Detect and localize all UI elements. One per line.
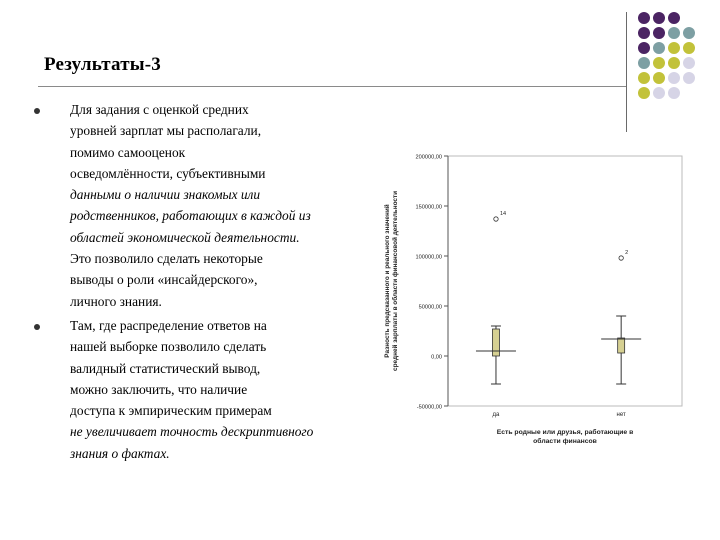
decor-dot [668, 12, 680, 24]
y-axis-label-line: Разность предсказанного и реального значений [384, 204, 391, 358]
y-axis-label-line: средней зарплаты в области финансовой деятельности [392, 191, 399, 371]
bullet-line: знания о фактах. [70, 445, 170, 461]
decor-dot [668, 27, 680, 39]
bullet-item-1 [32, 99, 352, 312]
y-tick-label: 200000,00 [415, 154, 442, 161]
decor-dot [638, 72, 650, 84]
bullet-line: помимо самооценок [70, 144, 186, 160]
y-axis-label [383, 191, 399, 371]
y-tick-label: 0,00 [431, 354, 442, 361]
box-iqr [492, 329, 499, 356]
decor-dot [653, 42, 665, 54]
decor-dot [668, 87, 680, 99]
decor-dot [653, 87, 665, 99]
plot-frame [448, 156, 682, 406]
outlier-point [494, 217, 498, 221]
outlier-label: 14 [499, 211, 507, 217]
decor-dot [653, 12, 665, 24]
y-tick-label: -50000,00 [416, 404, 442, 411]
bullet-line: Там, где распределение ответов на [70, 317, 267, 333]
bullet-marker [34, 108, 40, 114]
decor-dot [668, 57, 680, 69]
outlier-label: 2 [625, 250, 629, 256]
bullet-line: Для задания с оценкой средних [70, 102, 249, 117]
decor-dot [653, 57, 665, 69]
decor-dot [638, 42, 650, 54]
bullet-line: данными о наличии знакомых или [70, 187, 261, 203]
slide-title: Результаты-3 [44, 54, 162, 75]
bullet-line: уровней зарплат мы располагали, [70, 123, 262, 139]
bullet-line: родственников, работающих в каждой из [70, 208, 311, 224]
decor-dot [653, 72, 665, 84]
bullet-line: валидный статистический вывод, [70, 360, 261, 376]
x-tick-label: да [492, 412, 500, 418]
decor-dot [668, 42, 680, 54]
bullet-line: можно заключить, что наличие [70, 381, 248, 397]
decor-dot [683, 42, 695, 54]
decor-dot [668, 72, 680, 84]
outlier-point [619, 256, 623, 260]
y-tick-label: 100000,00 [415, 254, 442, 261]
x-axis-label [497, 428, 634, 445]
bullet-line: нашей выборке позволило сделать [70, 339, 267, 355]
decor-dot [638, 12, 650, 24]
x-axis-label-line: Есть родные или друзья, работающие в [496, 429, 634, 436]
x-axis-label-line: области финансов [533, 438, 597, 445]
bullet-marker [34, 324, 40, 330]
decor-dot [638, 27, 650, 39]
bullet-line: областей экономической деятельности. [70, 229, 300, 245]
decor-dot [638, 57, 650, 69]
bullet-line: не увеличивает точность дескриптивного [70, 424, 314, 440]
bullet-line: личного знания. [70, 293, 162, 309]
bullet-line: доступа к эмпирическим примерам [70, 403, 272, 419]
boxplot-chart [380, 150, 690, 470]
decor-dot [653, 27, 665, 39]
y-tick-label: 50000,00 [418, 304, 442, 311]
bullet-line: осведомлённости, субъективными [70, 165, 266, 181]
decor-vertical-rule [626, 12, 627, 132]
bullet-text-1 [70, 99, 352, 312]
title-divider [38, 86, 626, 87]
bullet-line: Это позволило сделать некоторые [70, 251, 263, 267]
bullet-text-2 [70, 315, 352, 464]
y-tick-label: 150000,00 [415, 204, 442, 211]
bullet-line: выводы о роли «инсайдерского», [70, 272, 258, 288]
bullet-list [32, 99, 352, 464]
decor-dot [638, 87, 650, 99]
decor-dot [683, 57, 695, 69]
x-tick-label: нет [616, 412, 626, 418]
bullet-item-2 [32, 315, 352, 464]
decor-dot [683, 72, 695, 84]
box-iqr [618, 338, 625, 353]
decor-dot [683, 27, 695, 39]
